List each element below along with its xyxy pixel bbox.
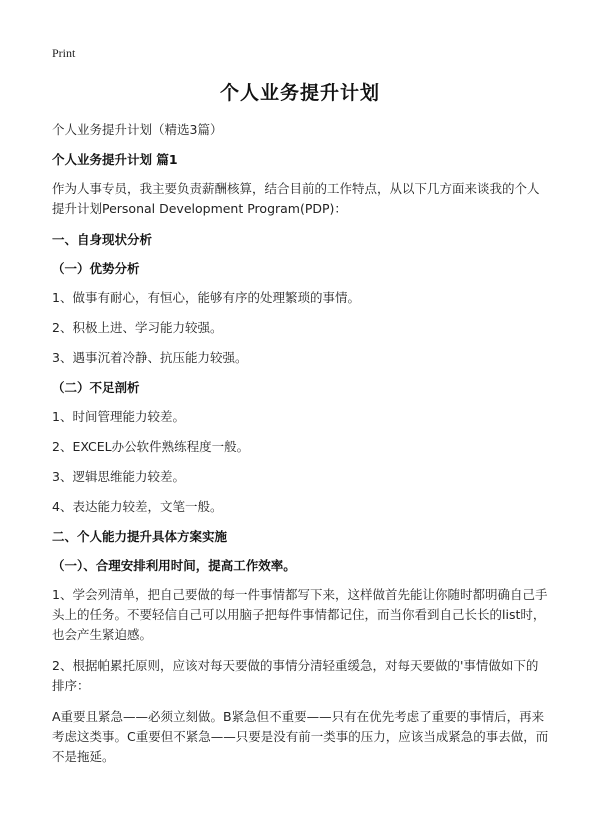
part1-heading: 一、自身现状分析 (52, 232, 153, 247)
strengths-heading: （一）优势分析 (52, 261, 140, 276)
weakness-item: 3、逻辑思维能力较差。 (52, 469, 185, 484)
document-body (52, 120, 550, 778)
plan-paragraph: 1、学会列清单，把自己要做的每一件事情都写下来，这样做首先能让你随时都明确自己手头上的任务。不要轻信自己可以用脑子把每件事情都记住，而当你看到自己长长的list时，也会产生紧迫感。 (52, 587, 548, 642)
weakness-heading: （二）不足剖析 (52, 380, 140, 395)
plan-paragraph: A重要且紧急——必须立刻做。B紧急但不重要——只有在优先考虑了重要的事情后，再来考虑这类事。C重要但不紧急——只要是没有前一类事的压力，应该当成紧急的事去做，而不是拖延。 (52, 709, 549, 764)
document-title: 个人业务提升计划 (219, 82, 380, 104)
weakness-item: 1、时间管理能力较差。 (52, 409, 185, 424)
strength-item: 1、做事有耐心，有恒心，能够有序的处理繁琐的事情。 (52, 290, 360, 305)
document-subtitle: 个人业务提升计划（精选3篇） (52, 122, 223, 137)
print-label: Print (52, 46, 76, 60)
part2-heading: 二、个人能力提升具体方案实施 (52, 529, 228, 544)
plan1-heading: （一）、合理安排利用时间，提高工作效率。 (52, 558, 296, 573)
plan-paragraph: 2、根据帕累托原则，应该对每天要做的事情分清轻重缓急，对每天要做的'事情做如下的排序： (52, 658, 539, 693)
section-heading: 个人业务提升计划 篇1 (52, 152, 178, 167)
weakness-item: 2、EXCEL办公软件熟练程度一般。 (52, 439, 250, 454)
strength-item: 3、遇事沉着冷静、抗压能力较强。 (52, 350, 248, 365)
intro-paragraph: 作为人事专员，我主要负责薪酬核算，结合目前的工作特点，从以下几方面来谈我的个人提升计划Personal Development Program(PDP)： (52, 181, 540, 216)
strength-item: 2、积极上进、学习能力较强。 (52, 320, 223, 335)
weakness-item: 4、表达能力较差，文笔一般。 (52, 499, 223, 514)
